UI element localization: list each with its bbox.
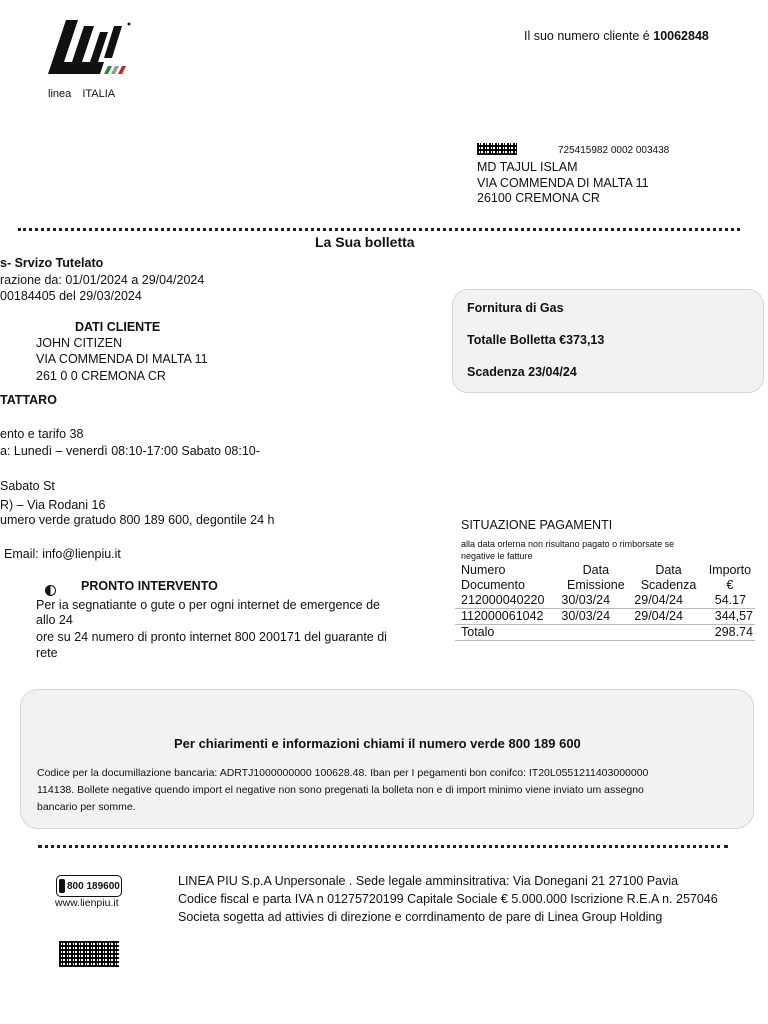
total-value: 298.74 — [705, 625, 755, 641]
cell-emissione: 30/03/24 — [559, 593, 632, 609]
empty-cell — [632, 625, 704, 641]
contatti-line2: a: Lunedì – venerdì 08:10-17:00 Sabato 08:10- — [0, 444, 260, 458]
header-text: € — [726, 578, 734, 592]
table-total-row — [455, 625, 755, 641]
dati-cliente-street: VIA COMMENDA DI MALTA 11 — [36, 352, 208, 366]
info-line1: Codice per la documillazione bancaria: ADRTJ1000000000 100628.48. Iban per I pegamenti bon conifco: IT20L0551211403000000 — [37, 767, 649, 779]
contatti-line5: umero verde gratudo 800 189 600, degontile 24 h — [0, 513, 275, 527]
cell-doc: 112000061042 — [455, 609, 559, 625]
address-code: 725415982 0002 003438 — [558, 145, 670, 156]
address-street: VIA COMMENDA DI MALTA 11 — [477, 176, 649, 190]
table-row — [455, 593, 755, 609]
col-importo — [705, 563, 755, 593]
bill-period: razione da: 01/01/2024 a 29/04/2024 — [0, 273, 205, 287]
cell-importo: 344,57 — [705, 609, 755, 625]
payments-header-row — [455, 563, 755, 593]
info-heading: Per chiarimenti e informazioni chiami il numero verde 800 189 600 — [174, 736, 581, 751]
dati-cliente-heading: DATI CLIENTE — [75, 320, 161, 334]
cell-importo: 54.17 — [705, 593, 755, 609]
logo-text-right: ITALIA — [82, 88, 116, 100]
cell-scadenza: 29/04/24 — [632, 593, 704, 609]
contatti-heading: TATTARO — [0, 393, 57, 407]
footer-website[interactable]: www.lienpiu.it — [55, 897, 119, 909]
header-text: Scadenza — [640, 578, 697, 592]
bill-number: 00184405 del 29/03/2024 — [0, 289, 142, 303]
address-city: 26100 CREMONA CR — [477, 191, 600, 205]
summary-panel — [452, 289, 764, 393]
pronto-line3: ore su 24 numero di pronto internet 800 200171 del guarante di — [36, 630, 387, 644]
phone-icon — [59, 879, 65, 893]
cell-scadenza: 29/04/24 — [632, 609, 704, 625]
pronto-line2: allo 24 — [36, 613, 73, 627]
footer-line3: Societa sogetta ad attivies di direzione e corrdinamento de pare di Linea Group Holding — [178, 910, 663, 924]
payments-note1: alla data orlerna non risultano pagato o rimborsate se — [461, 539, 675, 549]
qr-code-image — [59, 941, 119, 967]
header-text: Emissione — [567, 578, 625, 592]
contatti-line1: ento e tarifo 38 — [0, 427, 84, 441]
contrast-icon — [45, 585, 56, 596]
barcode-image — [477, 143, 517, 155]
header-text: Numero — [461, 563, 506, 577]
customer-number-label: Il suo numero cliente é — [524, 29, 650, 43]
table-row — [455, 609, 755, 625]
header-text: Data — [655, 563, 682, 577]
dati-cliente-name: JOHN CITIZEN — [36, 336, 123, 350]
pronto-line4: rete — [36, 646, 58, 660]
pronto-heading: PRONTO INTERVENTO — [81, 579, 218, 593]
address-name: MD TAJUL ISLAM — [477, 160, 578, 174]
logo-mark-icon — [44, 18, 134, 88]
payments-title: SITUAZIONE PAGAMENTI — [461, 518, 613, 532]
header-text: Importo — [708, 563, 752, 577]
cell-emissione: 30/03/24 — [559, 609, 632, 625]
footer-line1: LINEA PIU S.p.A Unpersonale . Sede legale amminsitrativa: Via Donegani 21 27100 Pavia — [178, 874, 679, 888]
divider-bottom — [38, 845, 728, 848]
footer-line2: Codice fiscal e parta IVA n 01275720199 Capitale Sociale € 5.000.000 Iscrizione R.E.A n. 257046 — [178, 892, 718, 906]
payments-note2: negative le fatture — [461, 551, 533, 561]
summary-due: Scadenza 23/04/24 — [467, 365, 577, 379]
contatti-email: Email: info@lienpiu.it — [4, 547, 121, 561]
info-line3: bancario per somme. — [37, 801, 136, 813]
section-title: La Sua bolletta — [315, 234, 415, 250]
info-panel — [20, 689, 754, 829]
dati-cliente-city: 261 0 0 CREMONA CR — [36, 369, 166, 383]
phone-badge — [56, 875, 122, 897]
logo-text-left: linea — [48, 88, 72, 100]
col-emissione — [559, 563, 632, 593]
col-documento — [455, 563, 559, 593]
contatti-line4: R) – Via Rodani 16 — [0, 498, 106, 512]
summary-supply: Fornitura di Gas — [467, 301, 564, 315]
total-label: Totalo — [455, 625, 559, 641]
contatti-line3: Sabato St — [0, 479, 55, 493]
customer-number-value: 10062848 — [653, 29, 709, 43]
customer-number — [524, 29, 709, 43]
empty-cell — [559, 625, 632, 641]
payments-table — [455, 563, 755, 641]
cell-doc: 212000040220 — [455, 593, 559, 609]
company-logo — [44, 18, 134, 102]
bill-service: s- Srvizo Tutelato — [0, 256, 104, 270]
phone-badge-number: 800 189600 — [67, 880, 120, 892]
header-text: Data — [582, 563, 610, 577]
col-scadenza — [632, 563, 704, 593]
info-line2: 114138. Bollete negative quendo import el negative non sono pregenati la bolleta non e di import minimo viene inviato um assegno — [37, 784, 644, 796]
header-text: Documento — [461, 578, 525, 592]
summary-total: Totalle Bolletta €373,13 — [467, 333, 605, 347]
divider-top — [18, 228, 740, 231]
pronto-line1: Per ia segnatiante o gute o per ogni internet de emergence de — [36, 598, 380, 612]
